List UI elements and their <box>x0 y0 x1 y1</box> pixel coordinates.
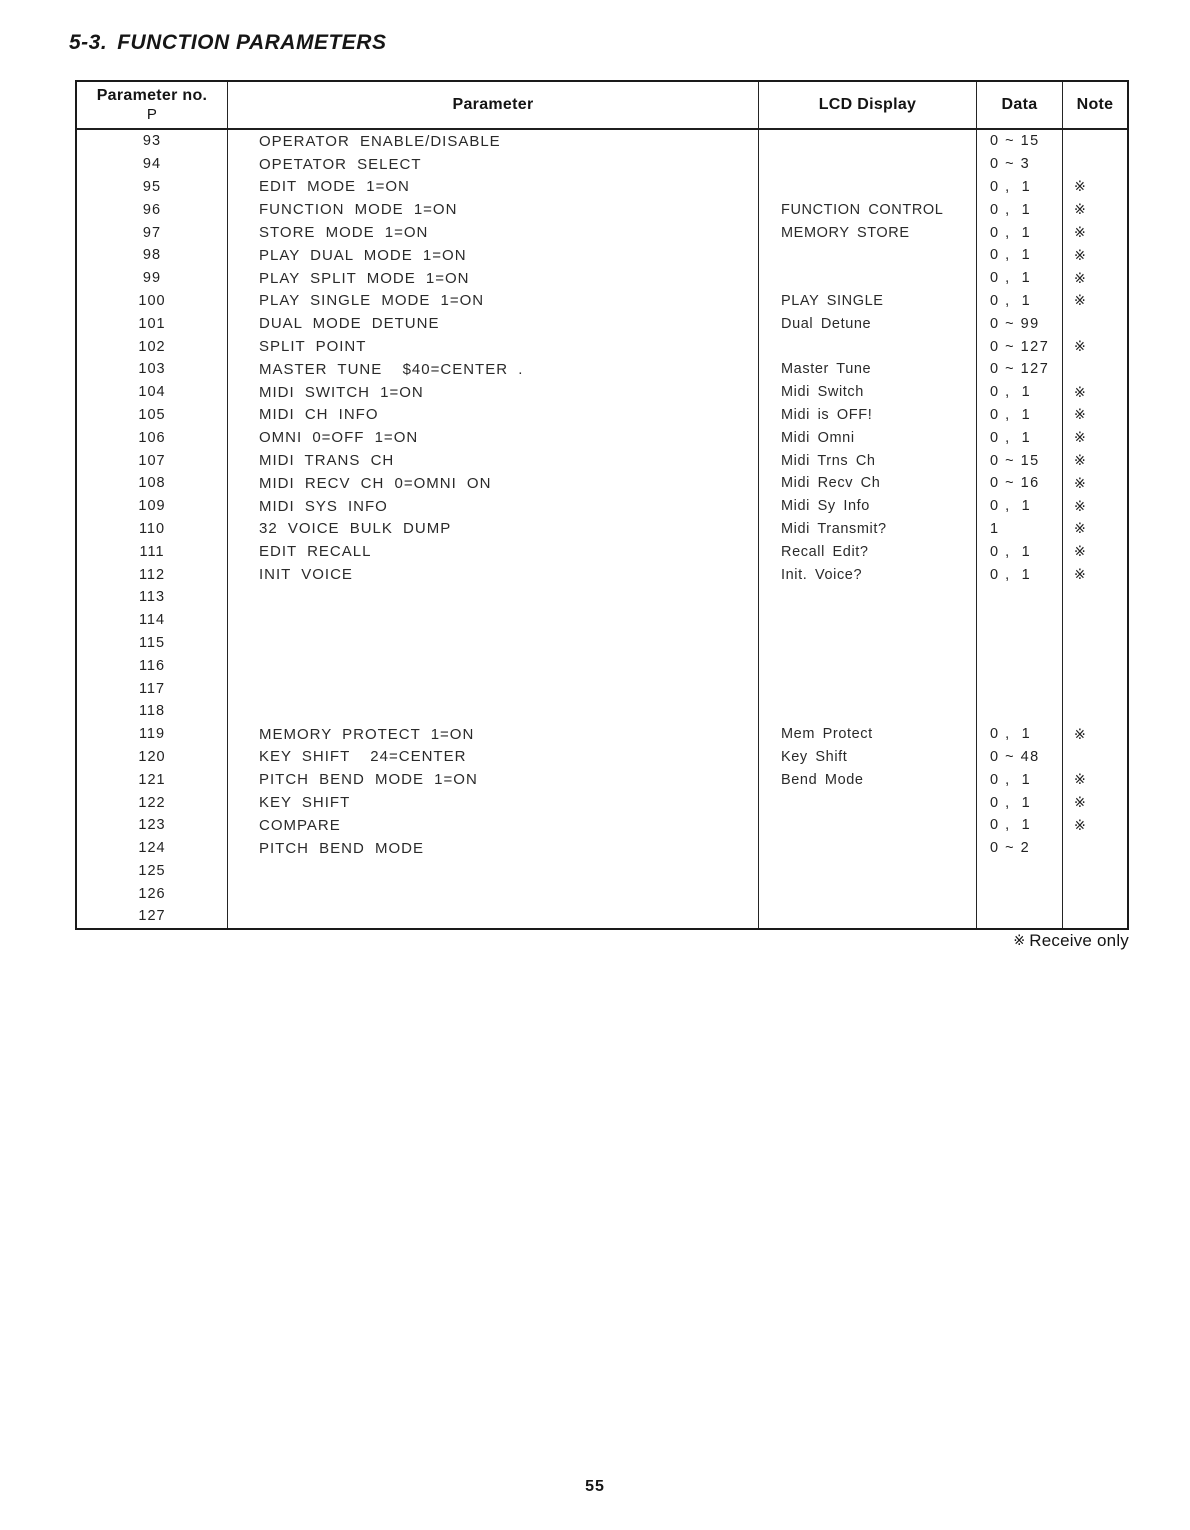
cell-data <box>977 632 1063 655</box>
cell-lcd-display: Master Tune <box>759 358 977 381</box>
cell-parameter-no: 124 <box>77 837 228 860</box>
table-row <box>77 654 1127 677</box>
table-row <box>77 198 1127 221</box>
cell-parameter-no: 103 <box>77 358 228 381</box>
table-row <box>77 518 1127 541</box>
cell-parameter: KEY SHIFT 24=CENTER <box>228 746 759 769</box>
cell-note: ※ <box>1074 452 1086 469</box>
cell-note: ※ <box>1074 543 1086 560</box>
cell-note <box>1063 700 1127 723</box>
cell-parameter-no: 95 <box>77 176 228 199</box>
cell-parameter: MEMORY PROTECT 1=ON <box>228 723 759 746</box>
cell-lcd-display: Midi Omni <box>759 426 977 449</box>
cell-data: 0 , 1 <box>977 723 1063 746</box>
cell-parameter-no: 108 <box>77 472 228 495</box>
cell-note <box>1063 746 1127 769</box>
table-row <box>77 244 1127 267</box>
cell-lcd-display <box>759 860 977 883</box>
cell-parameter: DUAL MODE DETUNE <box>228 312 759 335</box>
cell-parameter: OMNI 0=OFF 1=ON <box>228 426 759 449</box>
table-row <box>77 905 1127 928</box>
cell-lcd-display <box>759 677 977 700</box>
cell-parameter-no: 93 <box>77 130 228 153</box>
cell-parameter: EDIT MODE 1=ON <box>228 176 759 199</box>
cell-parameter-no: 113 <box>77 586 228 609</box>
table-row <box>77 677 1127 700</box>
cell-data: 0 ~ 99 <box>977 312 1063 335</box>
table-row <box>77 495 1127 518</box>
table-row <box>77 449 1127 472</box>
cell-parameter: PITCH BEND MODE 1=ON <box>228 768 759 791</box>
cell-note: ※ <box>1074 794 1086 810</box>
cell-data: 0 ~ 3 <box>977 153 1063 176</box>
cell-parameter: MIDI SYS INFO <box>228 495 759 518</box>
table-row <box>77 632 1127 655</box>
function-parameters-table <box>75 80 1129 930</box>
cell-note: ※ <box>1074 201 1086 218</box>
cell-note <box>1063 130 1127 153</box>
table-row <box>77 267 1127 290</box>
cell-lcd-display <box>759 609 977 632</box>
table-row <box>77 221 1127 244</box>
cell-parameter: MIDI SWITCH 1=ON <box>228 381 759 404</box>
cell-parameter-no: 109 <box>77 495 228 518</box>
cell-parameter-no: 120 <box>77 746 228 769</box>
cell-note: ※ <box>1074 566 1086 583</box>
cell-parameter-no: 110 <box>77 518 228 541</box>
cell-parameter: MIDI TRANS CH <box>228 449 759 472</box>
table-row <box>77 791 1127 814</box>
cell-lcd-display <box>759 586 977 609</box>
table-row <box>77 768 1127 791</box>
table-row <box>77 153 1127 176</box>
cell-lcd-display: Midi Trns Ch <box>759 449 977 472</box>
cell-parameter-no: 99 <box>77 267 228 290</box>
cell-lcd-display: Midi Sy Info <box>759 495 977 518</box>
cell-parameter-no: 126 <box>77 882 228 905</box>
page-number: 55 <box>585 1478 605 1495</box>
cell-lcd-display: Dual Detune <box>759 312 977 335</box>
cell-data: 0 , 1 <box>977 814 1063 837</box>
cell-parameter-no: 105 <box>77 404 228 427</box>
cell-lcd-display: MEMORY STORE <box>759 221 977 244</box>
cell-lcd-display: Recall Edit? <box>759 540 977 563</box>
cell-note <box>1063 312 1127 335</box>
cell-parameter: PLAY SPLIT MODE 1=ON <box>228 267 759 290</box>
cell-data: 0 , 1 <box>977 221 1063 244</box>
cell-data: 0 , 1 <box>977 768 1063 791</box>
cell-data <box>977 586 1063 609</box>
cell-parameter-no: 114 <box>77 609 228 632</box>
cell-note <box>1063 632 1127 655</box>
cell-data: 0 , 1 <box>977 540 1063 563</box>
cell-parameter <box>228 609 759 632</box>
cell-note: ※ <box>1074 474 1086 491</box>
cell-lcd-display: Midi is OFF! <box>759 404 977 427</box>
page-title <box>69 31 386 55</box>
cell-parameter-no: 100 <box>77 290 228 313</box>
table-row <box>77 358 1127 381</box>
cell-note: ※ <box>1074 246 1086 263</box>
cell-lcd-display <box>759 335 977 358</box>
cell-data: 0 , 1 <box>977 267 1063 290</box>
table-row <box>77 723 1127 746</box>
header-lcd-display: LCD Display <box>759 82 977 128</box>
cell-lcd-display: FUNCTION CONTROL <box>759 198 977 221</box>
table-row <box>77 609 1127 632</box>
table-row <box>77 837 1127 860</box>
cell-parameter <box>228 632 759 655</box>
cell-parameter-no: 102 <box>77 335 228 358</box>
cell-parameter: OPERATOR ENABLE/DISABLE <box>228 130 759 153</box>
table-row <box>77 586 1127 609</box>
cell-note: ※ <box>1074 269 1086 286</box>
cell-parameter-no: 121 <box>77 768 228 791</box>
cell-parameter: EDIT RECALL <box>228 540 759 563</box>
cell-data: 0 , 1 <box>977 176 1063 199</box>
cell-lcd-display <box>759 905 977 928</box>
cell-data: 0 , 1 <box>977 290 1063 313</box>
cell-note <box>1063 905 1127 928</box>
cell-data: 0 , 1 <box>977 244 1063 267</box>
cell-parameter: PITCH BEND MODE <box>228 837 759 860</box>
cell-note: ※ <box>1074 292 1086 309</box>
cell-parameter-no: 118 <box>77 700 228 723</box>
cell-parameter <box>228 654 759 677</box>
header-parameter-no: Parameter no. P <box>77 82 228 128</box>
cell-parameter <box>228 700 759 723</box>
cell-data <box>977 700 1063 723</box>
cell-data: 0 ~ 127 <box>977 335 1063 358</box>
cell-parameter: COMPARE <box>228 814 759 837</box>
table-row <box>77 176 1127 199</box>
cell-lcd-display <box>759 837 977 860</box>
table-row <box>77 563 1127 586</box>
table-row <box>77 130 1127 153</box>
cell-data: 1 <box>977 518 1063 541</box>
cell-lcd-display <box>759 267 977 290</box>
cell-note: ※ <box>1074 224 1086 241</box>
cell-data: 0 , 1 <box>977 198 1063 221</box>
cell-parameter-no: 116 <box>77 654 228 677</box>
cell-note: ※ <box>1074 338 1086 355</box>
cell-parameter: FUNCTION MODE 1=ON <box>228 198 759 221</box>
cell-lcd-display: Key Shift <box>759 746 977 769</box>
table-row <box>77 312 1127 335</box>
cell-data <box>977 654 1063 677</box>
cell-parameter <box>228 882 759 905</box>
cell-lcd-display: Midi Recv Ch <box>759 472 977 495</box>
cell-note: ※ <box>1074 383 1086 400</box>
cell-note: ※ <box>1074 178 1086 195</box>
table-row <box>77 700 1127 723</box>
cell-lcd-display <box>759 814 977 837</box>
cell-data <box>977 905 1063 928</box>
table-row <box>77 860 1127 883</box>
cell-data <box>977 609 1063 632</box>
cell-parameter-no: 112 <box>77 563 228 586</box>
cell-parameter: MASTER TUNE $40=CENTER . <box>228 358 759 381</box>
cell-note <box>1063 677 1127 700</box>
cell-parameter-no: 119 <box>77 723 228 746</box>
table-row <box>77 814 1127 837</box>
cell-parameter-no: 107 <box>77 449 228 472</box>
table-header-row <box>77 82 1127 130</box>
cell-data: 0 ~ 15 <box>977 130 1063 153</box>
table-row <box>77 290 1127 313</box>
cell-parameter-no: 122 <box>77 791 228 814</box>
cell-lcd-display <box>759 882 977 905</box>
cell-parameter <box>228 677 759 700</box>
cell-parameter <box>228 860 759 883</box>
cell-data: 0 , 1 <box>977 381 1063 404</box>
cell-parameter-no: 104 <box>77 381 228 404</box>
cell-parameter <box>228 586 759 609</box>
cell-note <box>1063 586 1127 609</box>
section-title-text: FUNCTION PARAMETERS <box>117 31 387 54</box>
table-row <box>77 746 1127 769</box>
cell-parameter: KEY SHIFT <box>228 791 759 814</box>
table-row <box>77 472 1127 495</box>
cell-lcd-display <box>759 176 977 199</box>
cell-note <box>1063 654 1127 677</box>
cell-parameter: SPLIT POINT <box>228 335 759 358</box>
cell-parameter: PLAY DUAL MODE 1=ON <box>228 244 759 267</box>
cell-parameter <box>228 905 759 928</box>
cell-data: 0 ~ 16 <box>977 472 1063 495</box>
cell-parameter-no: 117 <box>77 677 228 700</box>
cell-lcd-display <box>759 632 977 655</box>
cell-parameter: INIT VOICE <box>228 563 759 586</box>
cell-data <box>977 860 1063 883</box>
cell-lcd-display: Midi Transmit? <box>759 518 977 541</box>
cell-note: ※ <box>1074 725 1086 742</box>
cell-data: 0 ~ 15 <box>977 449 1063 472</box>
cell-lcd-display: PLAY SINGLE <box>759 290 977 313</box>
table-row <box>77 540 1127 563</box>
cell-note: ※ <box>1074 497 1086 514</box>
header-note: Note <box>1076 96 1114 113</box>
cell-parameter: 32 VOICE BULK DUMP <box>228 518 759 541</box>
cell-data: 0 , 1 <box>977 404 1063 427</box>
table-body <box>77 130 1127 928</box>
cell-parameter-no: 94 <box>77 153 228 176</box>
cell-parameter: STORE MODE 1=ON <box>228 221 759 244</box>
cell-parameter: PLAY SINGLE MODE 1=ON <box>228 290 759 313</box>
cell-parameter-no: 97 <box>77 221 228 244</box>
table-row <box>77 882 1127 905</box>
cell-data: 0 ~ 48 <box>977 746 1063 769</box>
cell-parameter-no: 101 <box>77 312 228 335</box>
cell-note <box>1063 358 1127 381</box>
reference-mark-icon: ※ <box>1013 932 1026 948</box>
section-number: 5-3. <box>69 31 108 54</box>
table-row <box>77 426 1127 449</box>
cell-data: 0 ~ 2 <box>977 837 1063 860</box>
cell-note: ※ <box>1074 771 1086 788</box>
cell-note: ※ <box>1074 520 1086 537</box>
cell-note <box>1063 882 1127 905</box>
cell-note: ※ <box>1074 429 1086 446</box>
cell-lcd-display <box>759 700 977 723</box>
cell-note <box>1063 609 1127 632</box>
cell-parameter: OPETATOR SELECT <box>228 153 759 176</box>
cell-parameter-no: 115 <box>77 632 228 655</box>
header-data: Data <box>977 82 1063 128</box>
cell-lcd-display <box>759 244 977 267</box>
cell-note <box>1063 153 1127 176</box>
table-row <box>77 335 1127 358</box>
cell-data <box>977 677 1063 700</box>
cell-lcd-display: Midi Switch <box>759 381 977 404</box>
cell-lcd-display: Mem Protect <box>759 723 977 746</box>
cell-parameter: MIDI RECV CH 0=OMNI ON <box>228 472 759 495</box>
cell-data: 0 , 1 <box>977 495 1063 518</box>
cell-lcd-display: Bend Mode <box>759 768 977 791</box>
header-parameter: Parameter <box>228 82 759 128</box>
cell-note <box>1063 837 1127 860</box>
cell-parameter-no: 96 <box>77 198 228 221</box>
cell-lcd-display <box>759 153 977 176</box>
cell-parameter-no: 98 <box>77 244 228 267</box>
cell-parameter-no: 127 <box>77 905 228 928</box>
cell-data: 0 ~ 127 <box>977 358 1063 381</box>
table-row <box>77 381 1127 404</box>
cell-note: ※ <box>1074 816 1086 833</box>
table-row <box>77 404 1127 427</box>
cell-data: 0 , 1 <box>977 791 1063 814</box>
receive-only-footnote: ※ Receive only <box>1013 931 1129 950</box>
cell-parameter: MIDI CH INFO <box>228 404 759 427</box>
cell-parameter-no: 111 <box>77 540 228 563</box>
cell-lcd-display <box>759 654 977 677</box>
cell-data <box>977 882 1063 905</box>
cell-lcd-display: Init. Voice? <box>759 563 977 586</box>
cell-parameter-no: 106 <box>77 426 228 449</box>
cell-note: ※ <box>1074 406 1086 423</box>
cell-lcd-display <box>759 130 977 153</box>
cell-data: 0 , 1 <box>977 426 1063 449</box>
cell-parameter-no: 123 <box>77 814 228 837</box>
cell-parameter-no: 125 <box>77 860 228 883</box>
cell-note <box>1063 860 1127 883</box>
cell-data: 0 , 1 <box>977 563 1063 586</box>
cell-lcd-display <box>759 791 977 814</box>
